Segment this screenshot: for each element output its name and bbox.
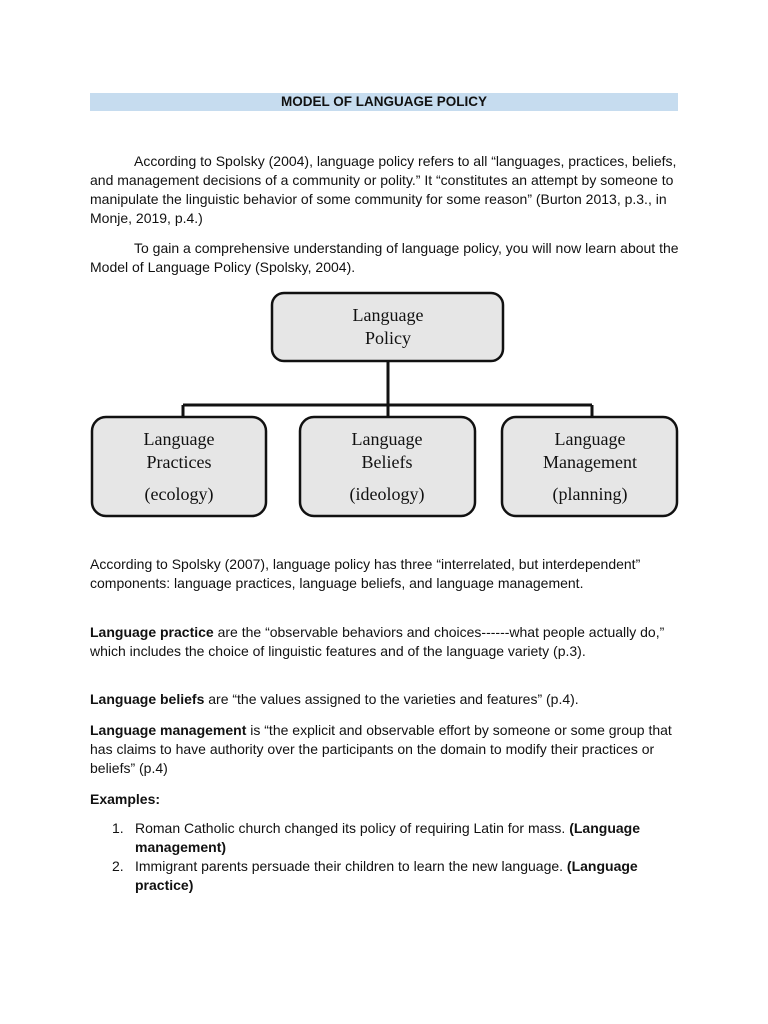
term-language-beliefs: Language beliefs [90,691,205,707]
diagram-node-language-policy [272,293,503,361]
node-label-line2: Policy [364,328,412,348]
node-label-line1: Language [554,429,626,449]
list-item-number: 1. [112,820,124,836]
list-item [90,819,680,857]
examples-heading: Examples: [90,791,161,807]
node-sublabel: (ecology) [144,484,214,504]
node-label-line2: Management [543,452,637,472]
list-item-number: 2. [112,858,124,874]
diagram-node-language-beliefs [300,417,475,516]
definition-text: are “the values assigned to the varieties and features” (p.4). [204,691,579,707]
node-label-line1: Language [143,429,215,449]
page-title: MODEL OF LANGUAGE POLICY [90,93,678,111]
language-policy-diagram [90,290,680,520]
definition-practice [90,623,680,661]
intro-paragraph-1: According to Spolsky (2004), language policy refers to all “languages, practices, beliefs, and management decisions of a community or polity.” It “constitutes an attempt by someone to manipulate the linguistic behavior of some community for some reason” (Burton 2013, p.3., in Monje, 2019, p.4.) [90,153,677,226]
diagram-svg [90,290,680,520]
node-sublabel: (ideology) [349,484,425,504]
term-language-practice: Language practice [90,624,214,640]
diagram-node-language-management [502,417,677,516]
definition-beliefs [90,690,680,709]
node-label-line1: Language [352,305,424,325]
components-paragraph: According to Spolsky (2007), language policy has three “interrelated, but interdependent” components: language practices, language beliefs, and language management. [90,556,641,591]
list-item-label: (Language management) [135,820,640,855]
node-label-line2: Practices [146,452,212,472]
definition-management [90,721,680,778]
examples-list [90,819,680,895]
list-item [90,857,680,895]
list-item-text: Immigrant parents persuade their children to learn the new language. [135,858,567,874]
list-item-label: (Language practice) [135,858,638,893]
node-label-line2: Beliefs [361,452,413,472]
intro-paragraph-2: To gain a comprehensive understanding of language policy, you will now learn about the Model of Language Policy (Spolsky, 2004). [90,240,679,275]
diagram-node-language-practices [92,417,266,516]
diagram-connectors [183,362,592,418]
list-item-text: Roman Catholic church changed its policy of requiring Latin for mass. [135,820,570,836]
term-language-management: Language management [90,722,247,738]
node-label-line1: Language [351,429,423,449]
definition-text: are the “observable behaviors and choices------what people actually do,” which includes the choice of linguistic features and of the language variety (p.3). [90,624,665,659]
definition-text: is “the explicit and observable effort by someone or some group that has claims to have authority over the participants on the domain to modify their practices or beliefs” (p.4) [90,722,672,776]
node-sublabel: (planning) [552,484,628,504]
